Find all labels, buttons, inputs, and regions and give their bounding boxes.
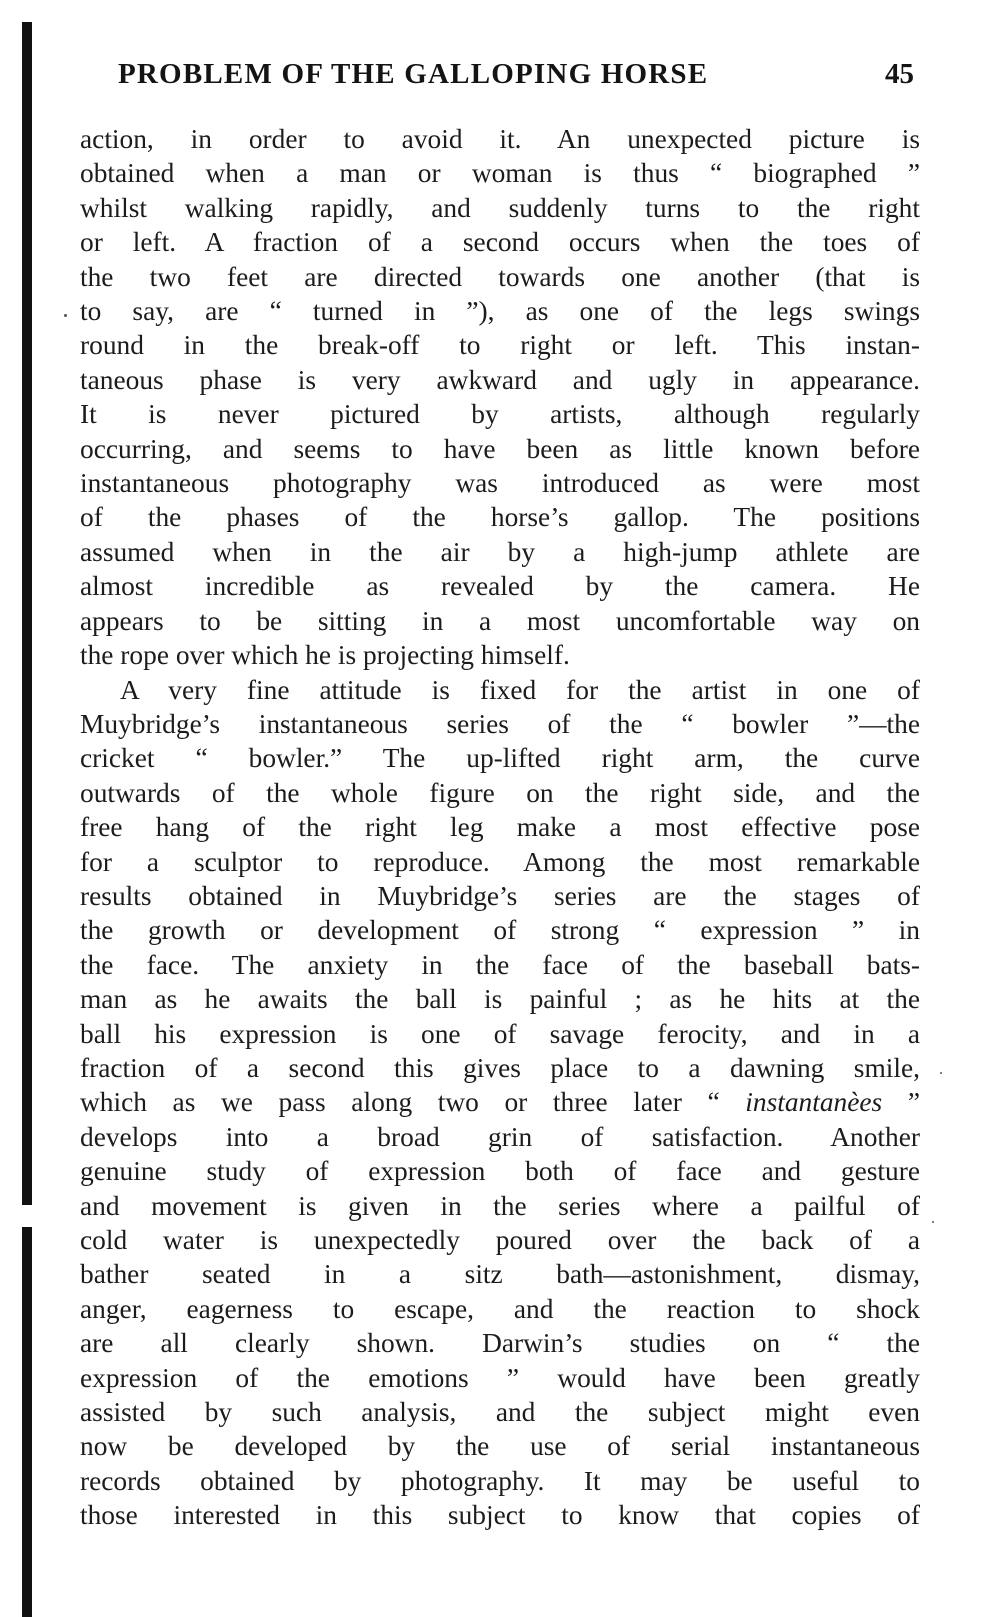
text-line: are all clearly shown. Darwin’s studies on “ the (80, 1328, 920, 1359)
text-line: outwards of the whole figure on the right side, and the (80, 777, 920, 808)
text-line: cold water is unexpectedly poured over the back of a (80, 1225, 920, 1255)
print-speck (940, 1072, 942, 1074)
italic-phrase: instantanèes (719, 1087, 883, 1118)
text-line: ball his expression is one of savage ferocity, and in a (80, 1018, 920, 1049)
text-line: Muybridge’s instantaneous series of the “ bowler ”—the (80, 708, 920, 739)
page-number: 45 (885, 58, 914, 90)
text-line: of the phases of the horse’s gallop. The positions (80, 502, 920, 533)
page-gutter-shadow (22, 22, 32, 1617)
text-line: anger, eagerness to escape, and the reaction to shock (80, 1293, 920, 1324)
print-speck (64, 314, 67, 317)
paragraph-1 (80, 122, 920, 673)
text-line: which as we pass along two or three later “ instantanèes ” (80, 1087, 920, 1118)
text-line: assumed when in the air by a high-jump athlete are (80, 536, 920, 567)
text-line: instantaneous photography was introduced as were most (80, 468, 920, 499)
text-line: records obtained by photography. It may be useful to (80, 1465, 920, 1496)
text-line: expression of the emotions ” would have been greatly (80, 1362, 920, 1393)
text-line: taneous phase is very awkward and ugly in appearance. (80, 364, 920, 395)
text-line: man as he awaits the ball is painful ; as he hits at the (80, 984, 920, 1015)
text-line: whilst walking rapidly, and suddenly turns to the right (80, 192, 920, 223)
text-line: and movement is given in the series where a pailful of (80, 1190, 920, 1221)
text-line: It is never pictured by artists, although regularly (80, 399, 920, 430)
text-line: now be developed by the use of serial instantaneous (80, 1431, 920, 1462)
text-line: free hang of the right leg make a most effective pose (80, 812, 920, 843)
text-line: to say, are “ turned in ”), as one of the legs swings (80, 296, 920, 327)
gutter-gap (22, 1205, 32, 1227)
text-line: round in the break-off to right or left. This instan- (80, 330, 920, 361)
text-line: fraction of a second this gives place to a dawning smile, (80, 1052, 920, 1083)
body-text (80, 122, 920, 1533)
book-page (80, 58, 920, 1533)
text-line: the rope over which he is projecting himself. (80, 640, 570, 671)
text-line: bather seated in a sitz bath—astonishment, dismay, (80, 1259, 920, 1290)
text-line: cricket “ bowler.” The up-lifted right arm, the curve (80, 743, 920, 774)
text-line: almost incredible as revealed by the camera. He (80, 571, 920, 602)
text-line: the face. The anxiety in the face of the baseball bats- (80, 949, 920, 980)
text-line: obtained when a man or woman is thus “ biographed ” (80, 158, 920, 189)
text-line: results obtained in Muybridge’s series are the stages of (80, 880, 920, 911)
text-line: genuine study of expression both of face and gesture (80, 1156, 920, 1187)
text-line: for a sculptor to reproduce. Among the most remarkable (80, 846, 920, 877)
print-speck (932, 1221, 934, 1223)
text-line: the growth or development of strong “ expression ” in (80, 915, 920, 946)
text-line: or left. A fraction of a second occurs when the toes of (80, 227, 920, 258)
text-line: those interested in this subject to know that copies of (80, 1500, 920, 1531)
paragraph-2 (80, 673, 920, 1533)
running-head (80, 58, 920, 108)
text-line: appears to be sitting in a most uncomfortable way on (80, 605, 920, 636)
text-line: develops into a broad grin of satisfaction. Another (80, 1121, 920, 1152)
text-line: occurring, and seems to have been as little known before (80, 433, 920, 464)
running-title: PROBLEM OF THE GALLOPING HORSE (118, 58, 709, 90)
text-line: the two feet are directed towards one another (that is (80, 261, 920, 292)
text-line: assisted by such analysis, and the subject might even (80, 1397, 920, 1428)
text-line: A very fine attitude is fixed for the artist in one of (120, 674, 920, 705)
closing-quote: ” (882, 1087, 920, 1118)
text-line: action, in order to avoid it. An unexpected picture is (80, 124, 920, 154)
